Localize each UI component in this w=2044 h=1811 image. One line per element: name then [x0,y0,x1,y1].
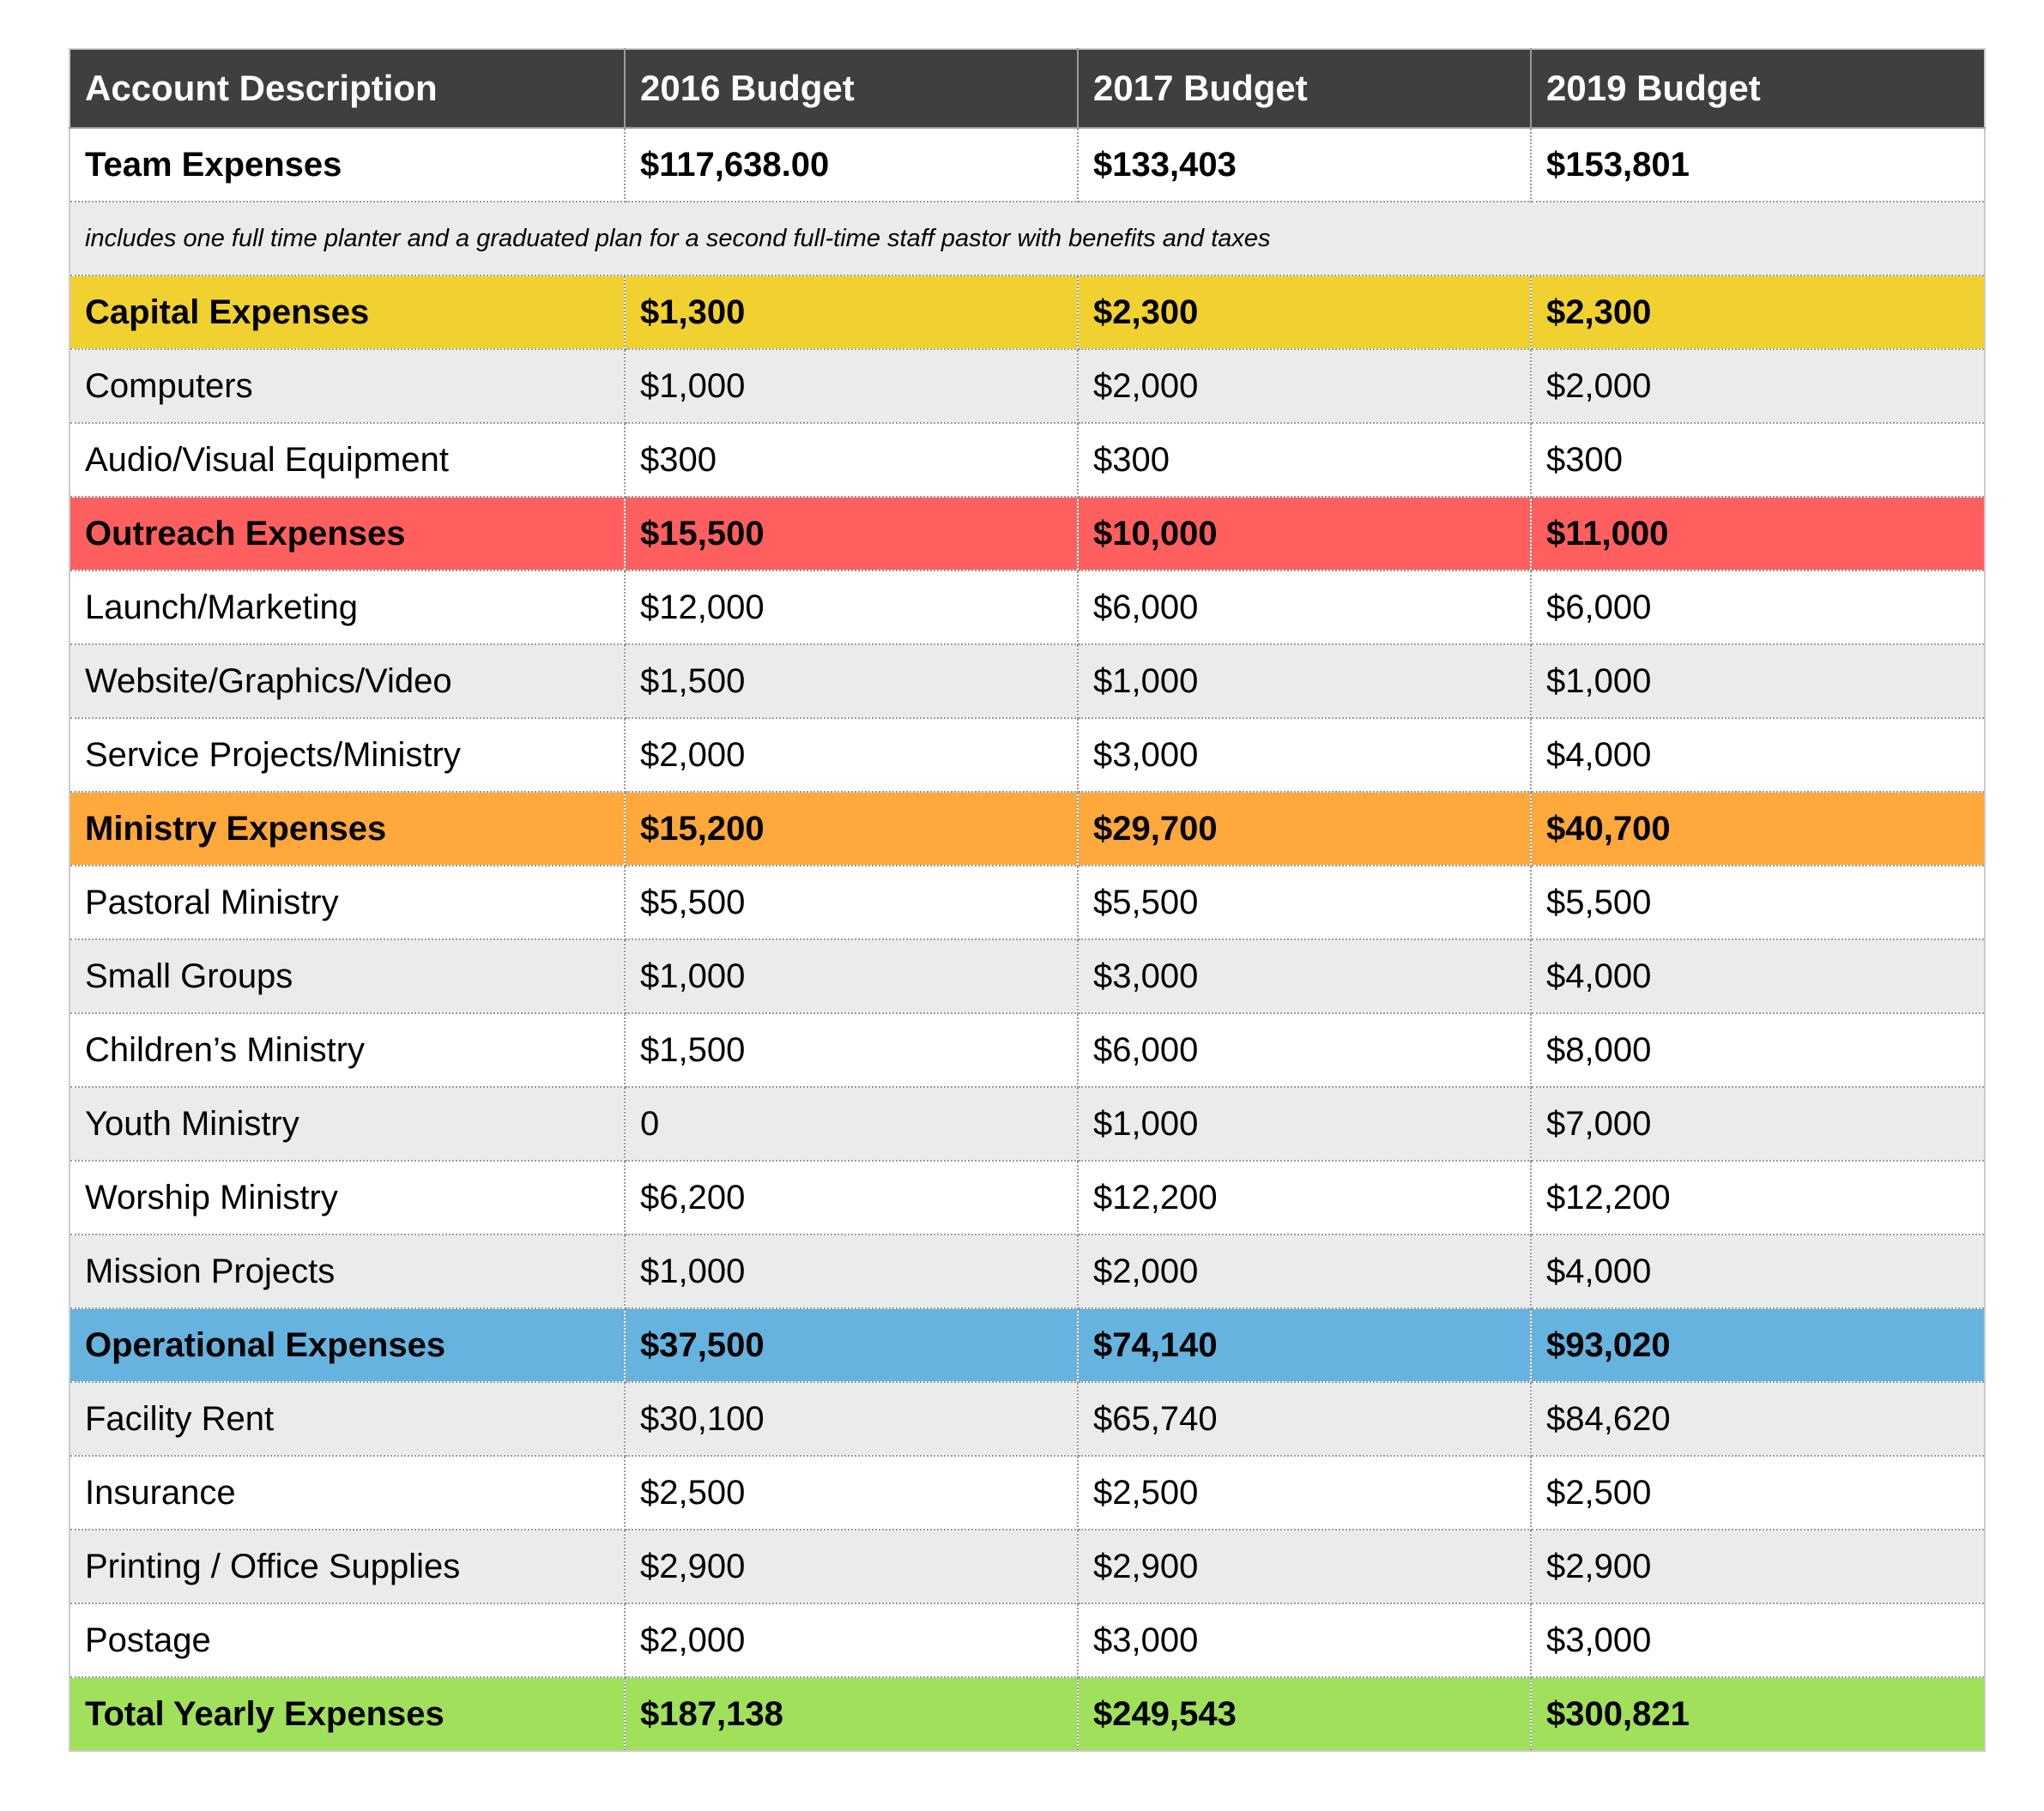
row-value-2016: $1,500 [625,644,1078,718]
table-row [70,570,1985,644]
row-value-2019: $6,000 [1531,570,1985,644]
row-value-2019: $4,000 [1531,718,1985,792]
table-row [70,349,1985,423]
row-label: Audio/Visual Equipment [70,423,625,497]
row-value-2019: $3,000 [1531,1603,1985,1677]
row-label: Pastoral Ministry [70,866,625,939]
table-row [70,1308,1985,1382]
row-label: Service Projects/Ministry [70,718,625,792]
row-value-2019: $7,000 [1531,1087,1985,1161]
team-expenses-note-row [70,202,1985,275]
row-value-2019: $4,000 [1531,1234,1985,1308]
header-2019-budget: 2019 Budget [1531,49,1985,128]
budget-table [69,48,1986,1752]
table-row [70,792,1985,866]
header-row [70,49,1985,128]
table-row [70,866,1985,939]
team-expenses-note: includes one full time planter and a graduated plan for a second full-time staff pastor with benefits and taxes [70,202,1985,275]
row-value-2019: $4,000 [1531,939,1985,1013]
row-value-2019: $40,700 [1531,792,1985,866]
row-label: Capital Expenses [70,275,625,349]
row-value-2019: $5,500 [1531,866,1985,939]
row-value-2016: $12,000 [625,570,1078,644]
row-label: Total Yearly Expenses [70,1677,625,1751]
table-row [70,939,1985,1013]
row-label: Youth Ministry [70,1087,625,1161]
row-value-2017: $3,000 [1078,939,1531,1013]
row-value-2019: $8,000 [1531,1013,1985,1087]
row-value-2016: $2,000 [625,718,1078,792]
row-value-2017: $1,000 [1078,1087,1531,1161]
row-label: Printing / Office Supplies [70,1530,625,1603]
row-label: Children’s Ministry [70,1013,625,1087]
table-row [70,1234,1985,1308]
row-label: Worship Ministry [70,1161,625,1234]
row-value-2019: $2,500 [1531,1456,1985,1530]
row-value-2019: $12,200 [1531,1161,1985,1234]
table-row [70,1013,1985,1087]
row-value-2016: $2,000 [625,1603,1078,1677]
table-row [70,644,1985,718]
row-label: Launch/Marketing [70,570,625,644]
header-2017-budget: 2017 Budget [1078,49,1531,128]
row-value-2017: $65,740 [1078,1382,1531,1456]
table-row [70,1087,1985,1161]
row-value-2016: $1,000 [625,1234,1078,1308]
row-value-2019: $11,000 [1531,497,1985,570]
table-row [70,1456,1985,1530]
row-label: Operational Expenses [70,1308,625,1382]
row-value-2019: $2,000 [1531,349,1985,423]
row-value-2019: $1,000 [1531,644,1985,718]
table-row [70,1382,1985,1456]
header-account-description: Account Description [70,49,625,128]
row-label: Outreach Expenses [70,497,625,570]
row-label: Mission Projects [70,1234,625,1308]
table-row [70,1677,1985,1751]
table-row [70,1161,1985,1234]
row-value-2016: $37,500 [625,1308,1078,1382]
row-value-2017: $6,000 [1078,570,1531,644]
row-value-2019: $300,821 [1531,1677,1985,1751]
row-value-2016: $15,200 [625,792,1078,866]
row-value-2019: $2,300 [1531,275,1985,349]
row-value-2016: 0 [625,1087,1078,1161]
row-value-2016: $1,300 [625,275,1078,349]
row-value-2016: $15,500 [625,497,1078,570]
row-value-2017: $3,000 [1078,718,1531,792]
table-row [70,497,1985,570]
table-row [70,1603,1985,1677]
row-value-2019: $2,900 [1531,1530,1985,1603]
table-row [70,718,1985,792]
row-label: Ministry Expenses [70,792,625,866]
row-value-2017: $300 [1078,423,1531,497]
team-expenses-label: Team Expenses [70,128,625,202]
row-value-2016: $30,100 [625,1382,1078,1456]
row-label: Small Groups [70,939,625,1013]
row-value-2017: $1,000 [1078,644,1531,718]
row-value-2017: $2,300 [1078,275,1531,349]
row-value-2017: $10,000 [1078,497,1531,570]
row-value-2016: $1,000 [625,349,1078,423]
table-row [70,275,1985,349]
row-value-2019: $93,020 [1531,1308,1985,1382]
row-value-2016: $2,900 [625,1530,1078,1603]
row-value-2017: $2,000 [1078,349,1531,423]
row-value-2016: $187,138 [625,1677,1078,1751]
row-value-2017: $5,500 [1078,866,1531,939]
row-label: Postage [70,1603,625,1677]
row-value-2017: $6,000 [1078,1013,1531,1087]
row-label: Facility Rent [70,1382,625,1456]
row-value-2016: $6,200 [625,1161,1078,1234]
row-label: Website/Graphics/Video [70,644,625,718]
row-value-2019: $84,620 [1531,1382,1985,1456]
row-value-2016: $2,500 [625,1456,1078,1530]
row-value-2016: $1,500 [625,1013,1078,1087]
table-row [70,423,1985,497]
row-value-2017: $2,500 [1078,1456,1531,1530]
team-expenses-row [70,128,1985,202]
team-expenses-2017: $133,403 [1078,128,1531,202]
row-value-2016: $1,000 [625,939,1078,1013]
row-value-2017: $249,543 [1078,1677,1531,1751]
team-expenses-2016: $117,638.00 [625,128,1078,202]
row-value-2017: $3,000 [1078,1603,1531,1677]
row-label: Insurance [70,1456,625,1530]
row-value-2016: $5,500 [625,866,1078,939]
header-2016-budget: 2016 Budget [625,49,1078,128]
row-value-2017: $12,200 [1078,1161,1531,1234]
row-value-2019: $300 [1531,423,1985,497]
row-value-2017: $74,140 [1078,1308,1531,1382]
row-value-2016: $300 [625,423,1078,497]
row-value-2017: $29,700 [1078,792,1531,866]
row-value-2017: $2,900 [1078,1530,1531,1603]
table-row [70,1530,1985,1603]
row-value-2017: $2,000 [1078,1234,1531,1308]
row-label: Computers [70,349,625,423]
team-expenses-2019: $153,801 [1531,128,1985,202]
